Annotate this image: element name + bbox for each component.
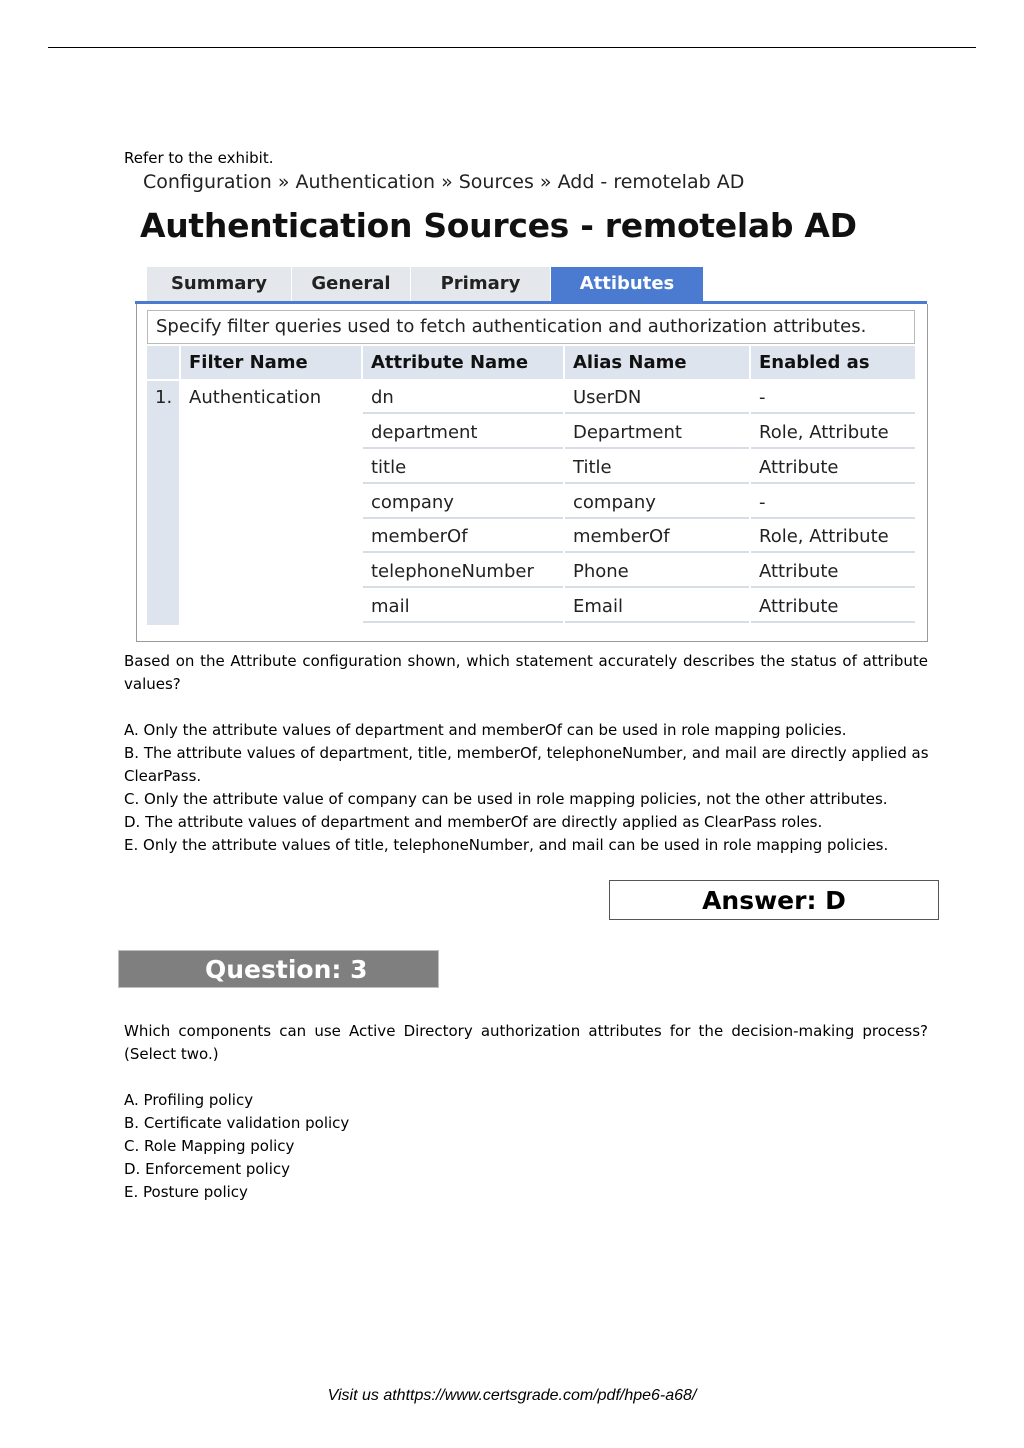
row-enabled-as: Attribute: [751, 451, 915, 484]
row-attribute-name: telephoneNumber: [363, 555, 563, 588]
breadcrumb: Configuration » Authentication » Sources » Add - remotelab AD: [143, 171, 745, 193]
filter-index: 1.: [155, 387, 173, 408]
row-enabled-as: Role, Attribute: [751, 520, 915, 553]
row-attribute-name: department: [363, 416, 563, 449]
row-attribute-name: title: [363, 451, 563, 484]
tab-summary[interactable]: Summary: [147, 267, 292, 301]
row-enabled-as: Role, Attribute: [751, 416, 915, 449]
row-alias-name: Title: [565, 451, 749, 484]
row-alias-name: Email: [565, 590, 749, 623]
answer-box: Answer: D: [609, 880, 939, 920]
option-a: A. Only the attribute values of department and memberOf can be used in role mapping policies.: [124, 721, 847, 739]
option-c: C. Only the attribute value of company can be used in role mapping policies, not the other attributes.: [124, 790, 888, 808]
row-attribute-name: memberOf: [363, 520, 563, 553]
row-alias-name: memberOf: [565, 520, 749, 553]
header-index: [147, 346, 179, 379]
row-attribute-name: company: [363, 486, 563, 519]
filter-name: Authentication: [189, 387, 322, 408]
question-text: Based on the Attribute configuration shown, which statement accurately describes the status of attribute values?: [124, 652, 928, 693]
tab-attributes[interactable]: Attibutes: [551, 267, 704, 301]
row-enabled-as: Attribute: [751, 555, 915, 588]
header-filter-name: Filter Name: [181, 346, 361, 379]
tab-general[interactable]: General: [292, 267, 411, 301]
option-c: C. Role Mapping policy: [124, 1137, 295, 1155]
row-enabled-as: -: [751, 486, 915, 519]
footer-link[interactable]: Visit us athttps://www.certsgrade.com/pdf/hpe6-a68/: [327, 1387, 697, 1404]
exhibit-title: Authentication Sources - remotelab AD: [140, 206, 857, 245]
header-attribute-name: Attribute Name: [363, 346, 563, 379]
option-b: B. The attribute values of department, title, memberOf, telephoneNumber, and mail are directly applied as ClearPass.: [124, 744, 929, 785]
option-b: B. Certificate validation policy: [124, 1114, 350, 1132]
row-enabled-as: Attribute: [751, 590, 915, 623]
row-enabled-as: -: [751, 381, 915, 414]
row-alias-name: Phone: [565, 555, 749, 588]
header-rule: [48, 47, 976, 48]
option-d: D. Enforcement policy: [124, 1160, 290, 1178]
row-attribute-name: dn: [363, 381, 563, 414]
tab-bar: [147, 267, 704, 301]
index-column: [147, 381, 179, 625]
option-d: D. The attribute values of department and memberOf are directly applied as ClearPass roles.: [124, 813, 823, 831]
option-e: E. Posture policy: [124, 1183, 248, 1201]
row-alias-name: UserDN: [565, 381, 749, 414]
row-alias-name: company: [565, 486, 749, 519]
header-alias-name: Alias Name: [565, 346, 749, 379]
row-attribute-name: mail: [363, 590, 563, 623]
row-alias-name: Department: [565, 416, 749, 449]
tab-primary[interactable]: Primary: [411, 267, 551, 301]
panel-description: Specify filter queries used to fetch authentication and authorization attributes.: [147, 310, 915, 344]
option-a: A. Profiling policy: [124, 1091, 254, 1109]
question-heading: Question: 3: [205, 955, 368, 984]
question-text: Which components can use Active Directory authorization attributes for the decision-making process? (Select two.): [124, 1022, 928, 1063]
header-enabled-as: Enabled as: [751, 346, 915, 379]
option-e: E. Only the attribute values of title, telephoneNumber, and mail can be used in role mapping policies.: [124, 836, 889, 854]
intro-text: Refer to the exhibit.: [124, 149, 274, 167]
question-heading-bar: [118, 950, 439, 988]
